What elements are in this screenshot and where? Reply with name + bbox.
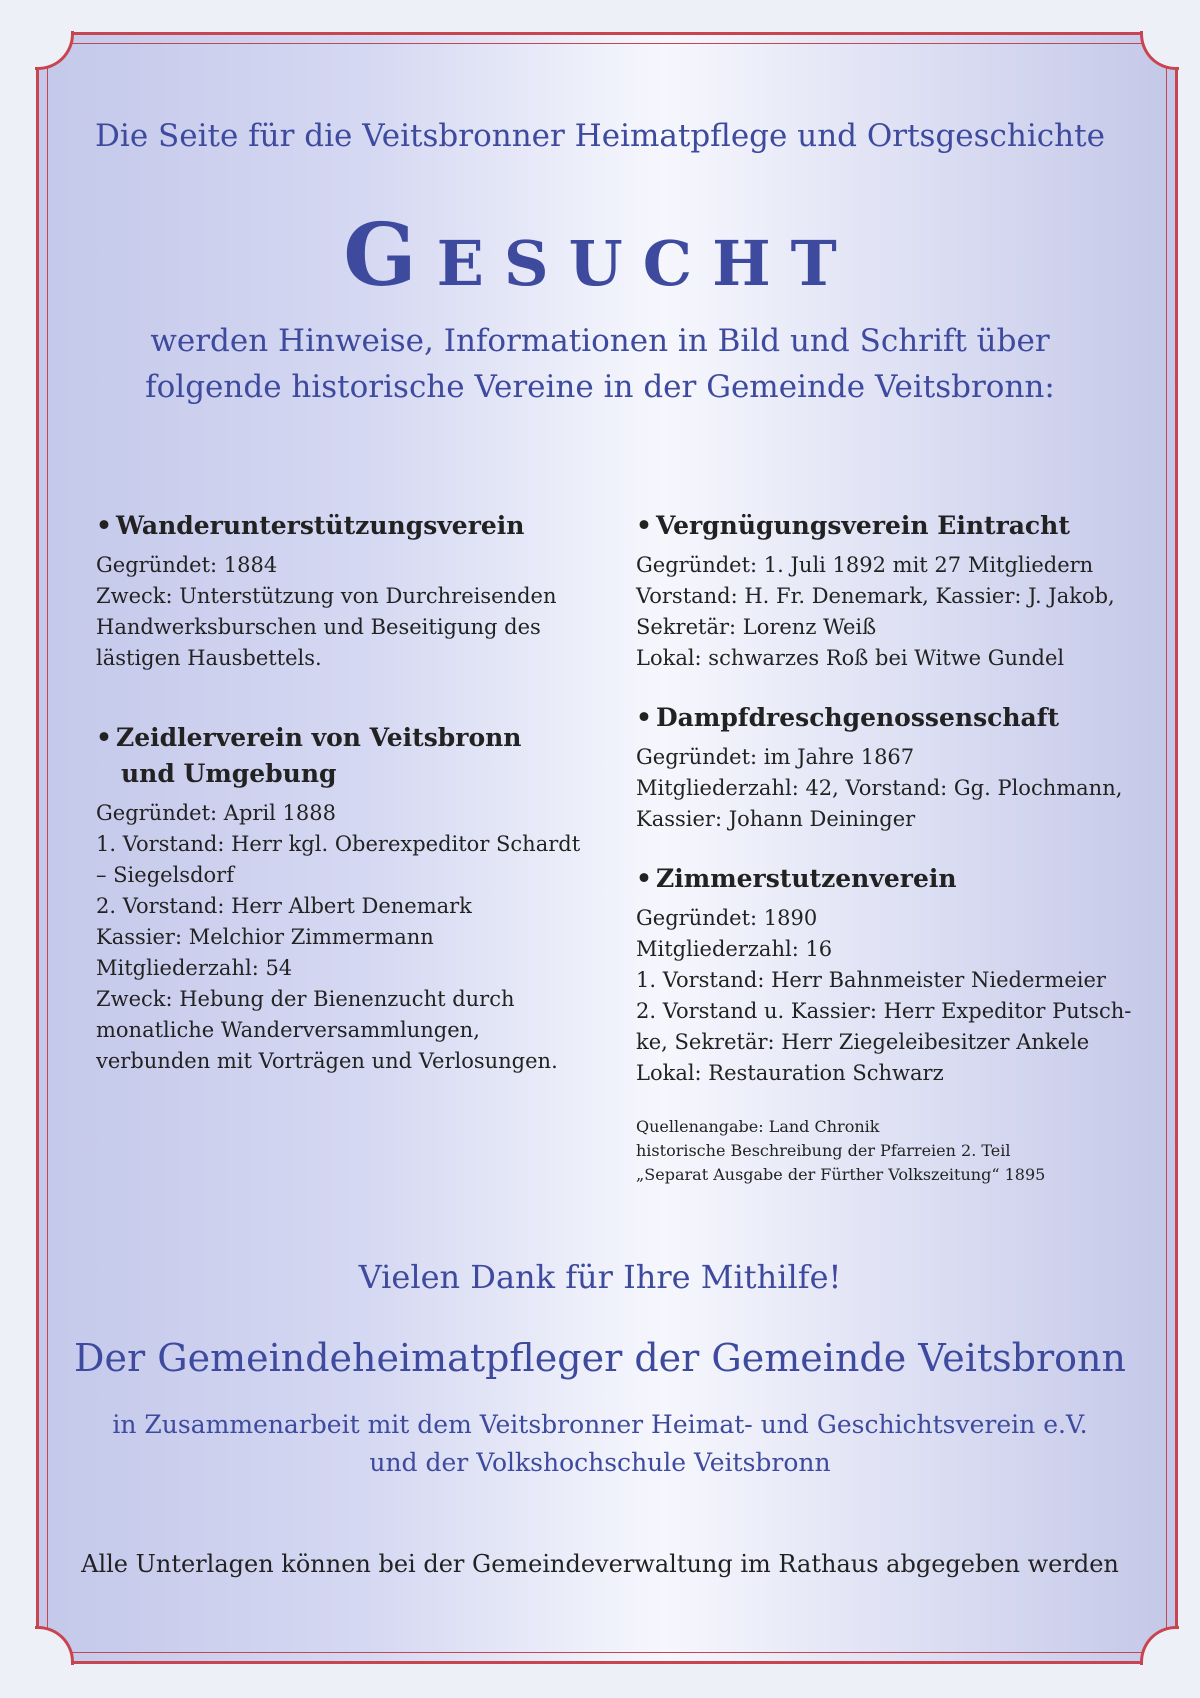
entry-line: – Siegelsdorf [96, 863, 234, 887]
entry-line: Vorstand: H. Fr. Denemark, Kassier: J. Jakob, [636, 584, 1115, 608]
intro-line: folgende historische Vereine in der Gemeinde Veitsbronn: [145, 369, 1055, 405]
entry-line: Mitgliederzahl: 16 [636, 937, 833, 961]
title-rest: ESUCHT [436, 227, 857, 300]
entry-title-text: Wanderunterstützungsverein [116, 511, 525, 540]
entry-dampfdreschgenossenschaft [636, 700, 1126, 835]
entry-line: Kassier: Johann Deininger [636, 807, 916, 831]
collab-line: in Zusammenarbeit mit dem Veitsbronner Heimat- und Geschichtsverein e.V. [112, 1410, 1088, 1439]
entry-line: 1. Vorstand: Herr kgl. Oberexpeditor Schardt [96, 832, 581, 856]
bullet-icon: • [636, 703, 652, 732]
entry-zeidlerverein [96, 720, 581, 1077]
entry-line: Gegründet: 1. Juli 1892 mit 27 Mitgliedern [636, 553, 1094, 577]
entry-line: Sekretär: Lorenz Weiß [636, 615, 877, 639]
source-line: historische Beschreibung der Pfarreien 2. Teil [636, 1141, 1011, 1160]
bullet-icon: • [636, 511, 652, 540]
entry-title [96, 720, 566, 792]
entry-title [636, 861, 1126, 897]
entry-line: Mitgliederzahl: 54 [96, 956, 293, 980]
entry-line: 2. Vorstand u. Kassier: Herr Expeditor Putsch- [636, 999, 1132, 1023]
entry-line: Handwerksburschen und Beseitigung des [96, 615, 541, 639]
page-title [40, 205, 1160, 306]
entry-line: Kassier: Melchior Zimmermann [96, 925, 434, 949]
title-initial: G [343, 205, 437, 306]
entry-title [96, 508, 566, 544]
entry-vergnuegungsverein [636, 508, 1126, 674]
source-line: Quellenangabe: Land Chronik [636, 1117, 880, 1136]
entry-line: Zweck: Hebung der Bienenzucht durch [96, 987, 515, 1011]
entry-line: verbunden mit Vorträgen und Verlosungen. [96, 1049, 558, 1073]
entry-line: Lokal: Restauration Schwarz [636, 1061, 944, 1085]
entry-title [636, 700, 1126, 736]
entry-title-text: Dampfdreschgenossenschaft [656, 703, 1060, 732]
entry-title-text: Zimmerstutzenverein [656, 864, 957, 893]
entry-line: Gegründet: 1884 [96, 553, 278, 577]
entry-line: lästigen Hausbettels. [96, 646, 322, 670]
collab-line: und der Volkshochschule Veitsbronn [369, 1448, 831, 1477]
left-column [96, 508, 581, 1123]
intro-text [40, 318, 1160, 410]
entry-wanderunterstuetzungsverein [96, 508, 566, 674]
entry-line: 2. Vorstand: Herr Albert Denemark [96, 894, 472, 918]
entry-line: Gegründet: 1890 [636, 906, 818, 930]
entry-line: 1. Vorstand: Herr Bahnmeister Niedermeier [636, 968, 1106, 992]
entry-title-text: Vergnügungsverein Eintracht [656, 511, 1070, 540]
collaboration-text [40, 1406, 1160, 1482]
entry-line: Lokal: schwarzes Roß bei Witwe Gundel [636, 646, 1065, 670]
entry-title-text: Zeidlerverein von Veitsbronn [116, 723, 522, 752]
entry-line: monatliche Wanderversammlungen, [96, 1018, 480, 1042]
entry-line: Zweck: Unterstützung von Durchreisenden [96, 584, 557, 608]
right-column [636, 508, 1132, 1187]
entry-line: Gegründet: April 1888 [96, 801, 336, 825]
header-line: Die Seite für die Veitsbronner Heimatpflege und Ortsgeschichte [95, 118, 1105, 154]
entry-line: Mitgliederzahl: 42, Vorstand: Gg. Plochmann, [636, 776, 1123, 800]
source-note [636, 1115, 1126, 1187]
entry-title-text: und Umgebung [121, 759, 337, 788]
entry-zimmerstutzenverein [636, 861, 1132, 1089]
entry-line: Gegründet: im Jahre 1867 [636, 745, 915, 769]
bullet-icon: • [96, 723, 112, 752]
thanks-line: Vielen Dank für Ihre Mithilfe! [358, 1258, 842, 1296]
signer-line: Der Gemeindeheimatpfleger der Gemeinde Veitsbronn [74, 1336, 1126, 1380]
footer-note: Alle Unterlagen können bei der Gemeindeverwaltung im Rathaus abgegeben werden [81, 1550, 1119, 1578]
bullet-icon: • [636, 864, 652, 893]
intro-line: werden Hinweise, Informationen in Bild und Schrift über [150, 323, 1050, 359]
bullet-icon: • [96, 511, 112, 540]
entry-line: ke, Sekretär: Herr Ziegeleibesitzer Ankele [636, 1030, 1090, 1054]
source-line: „Separat Ausgabe der Fürther Volkszeitung“ 1895 [636, 1165, 1046, 1184]
entry-title [636, 508, 1126, 544]
